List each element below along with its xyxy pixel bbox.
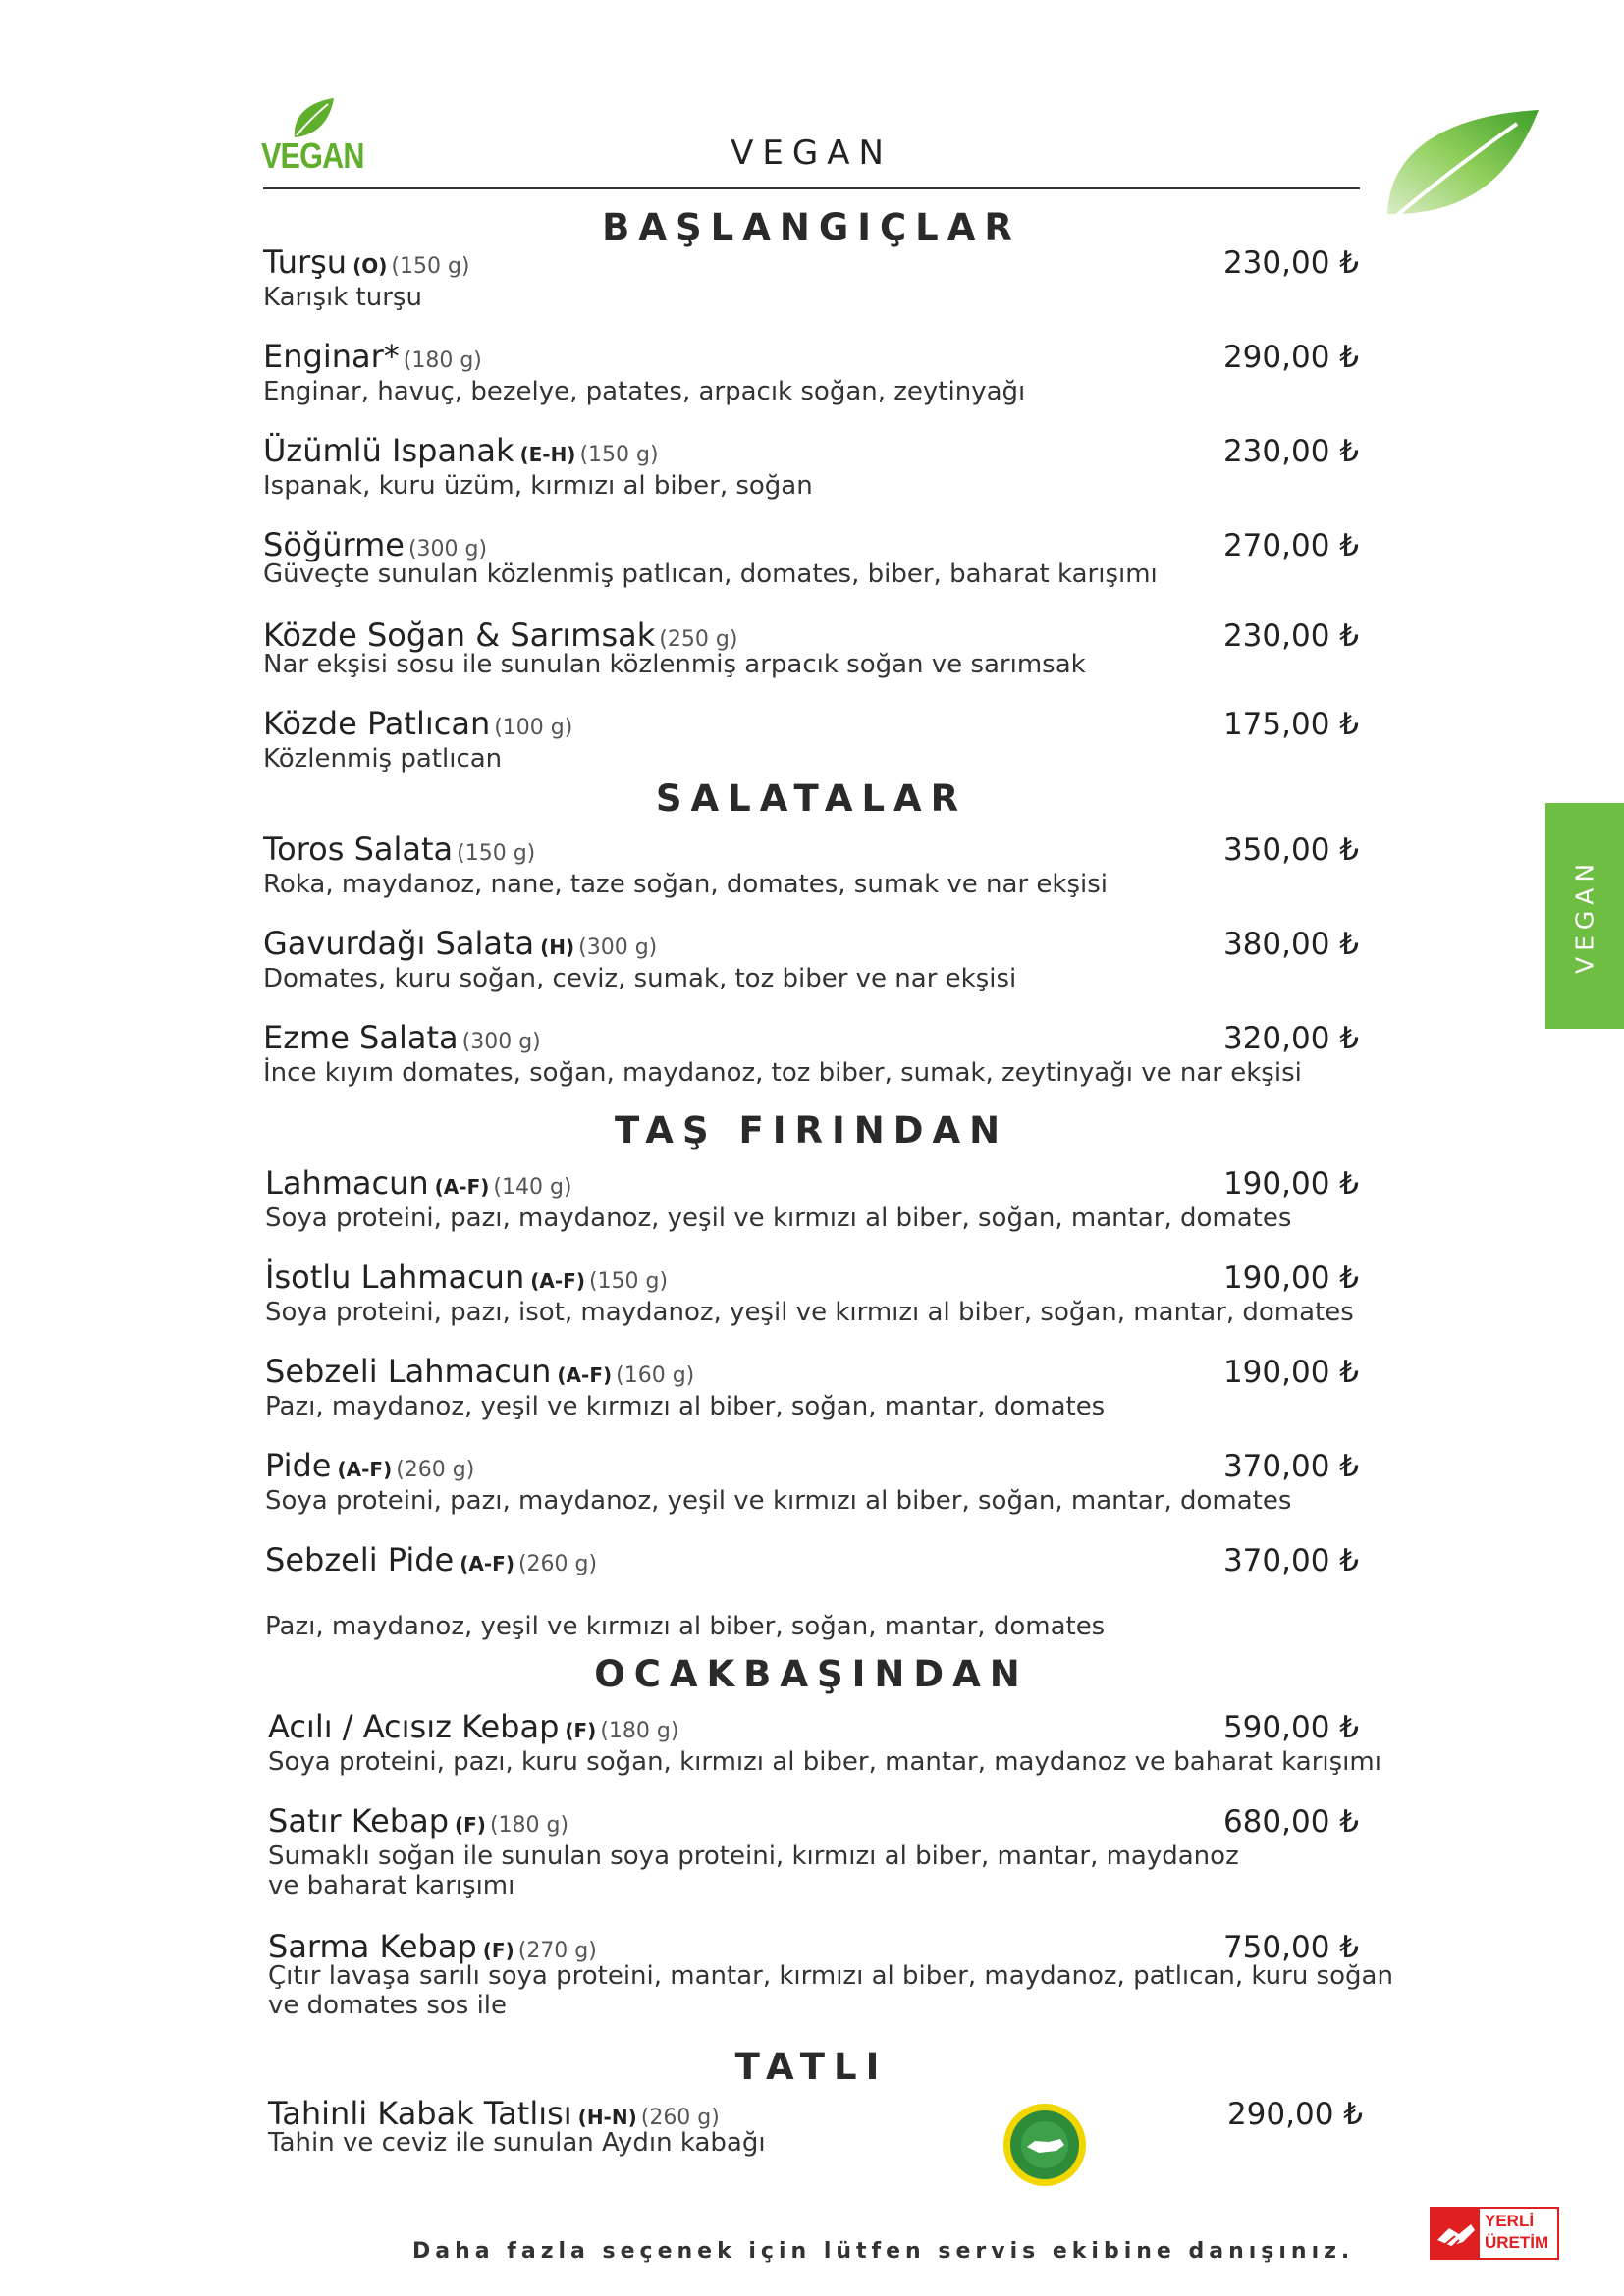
item-description: Soya proteini, pazı, maydanoz, yeşil ve kırmızı al biber, soğan, mantar, domates <box>265 1203 1292 1233</box>
item-description: Roka, maydanoz, nane, taze soğan, domates, sumak ve nar ekşisi <box>263 870 1109 899</box>
title-divider <box>263 187 1360 189</box>
menu-item[interactable] <box>263 705 572 742</box>
item-weight: (260 g) <box>640 2106 720 2130</box>
item-price: 350,00 ₺ <box>1222 832 1359 868</box>
allergen-code: (A-F) <box>557 1363 613 1387</box>
item-description: Güveçte sunulan közlenmiş patlıcan, domates, biber, baharat karışımı <box>263 560 1158 589</box>
item-name: Sebzeli Lahmacun <box>265 1353 552 1390</box>
menu-item[interactable] <box>263 432 659 469</box>
item-name: Sebzeli Pide <box>265 1541 455 1578</box>
item-description: Ispanak, kuru üzüm, kırmızı al biber, soğan <box>263 471 813 501</box>
allergen-code: (F) <box>482 1939 514 1962</box>
section-title: TAŞ FIRINDAN <box>614 1109 1009 1151</box>
menu-item[interactable] <box>263 925 657 962</box>
item-price: 190,00 ₺ <box>1222 1355 1359 1390</box>
allergen-code: (E-H) <box>519 443 576 466</box>
item-weight: (250 g) <box>659 627 738 652</box>
item-weight: (160 g) <box>616 1363 695 1388</box>
item-price: 190,00 ₺ <box>1222 1260 1359 1296</box>
item-weight: (180 g) <box>403 348 482 373</box>
item-description: Soya proteini, pazı, isot, maydanoz, yeşil ve kırmızı al biber, soğan, mantar, domates <box>265 1298 1354 1327</box>
item-description: Pazı, maydanoz, yeşil ve kırmızı al biber, soğan, mantar, domates <box>265 1392 1106 1421</box>
item-price: 230,00 ₺ <box>1222 245 1359 281</box>
item-description: Pazı, maydanoz, yeşil ve kırmızı al biber, soğan, mantar, domates <box>265 1612 1106 1641</box>
item-price: 680,00 ₺ <box>1222 1804 1359 1840</box>
item-description: Çıtır lavaşa sarılı soya proteini, mantar, kırmızı al biber, maydanoz, patlıcan, kuru soğan <box>268 1961 1393 1991</box>
item-name: Üzümlü Ispanak <box>263 432 514 469</box>
item-weight: (300 g) <box>407 537 488 561</box>
menu-item[interactable] <box>263 830 535 868</box>
item-weight: (100 g) <box>494 716 573 740</box>
item-name: Acılı / Acısız Kebap <box>268 1708 560 1745</box>
item-price: 750,00 ₺ <box>1222 1930 1359 1965</box>
allergen-code: (O) <box>352 254 388 278</box>
menu-item[interactable] <box>263 243 470 281</box>
item-price: 370,00 ₺ <box>1222 1543 1359 1578</box>
item-name: Pide <box>265 1447 332 1484</box>
item-description: Soya proteini, pazı, maydanoz, yeşil ve kırmızı al biber, soğan, mantar, domates <box>265 1486 1292 1516</box>
item-weight: (140 g) <box>493 1175 572 1200</box>
item-name: Ezme Salata <box>263 1019 459 1056</box>
item-name: Söğürme <box>263 526 405 563</box>
item-price: 230,00 ₺ <box>1222 618 1359 654</box>
item-description: ve domates sos ile <box>268 1991 508 2020</box>
section-title: OCAKBAŞINDAN <box>594 1653 1029 1695</box>
item-price: 290,00 ₺ <box>1226 2097 1363 2132</box>
item-description: Nar ekşisi sosu ile sunulan közlenmiş arpacık soğan ve sarımsak <box>263 650 1086 679</box>
logo-text: VEGAN <box>261 135 364 176</box>
side-category-tab[interactable] <box>1545 803 1624 1029</box>
item-price: 320,00 ₺ <box>1222 1021 1359 1056</box>
item-name: Enginar* <box>263 338 400 375</box>
item-price: 230,00 ₺ <box>1222 434 1359 469</box>
item-name: Gavurdağı Salata <box>263 925 535 962</box>
side-tab-label: VEGAN <box>1570 857 1599 975</box>
allergen-code: (H) <box>540 935 575 959</box>
footer-note: Daha fazla seçenek için lütfen servis ekibine danışınız. <box>412 2239 1355 2264</box>
item-description: Soya proteini, pazı, kuru soğan, kırmızı al biber, mantar, maydanoz ve baharat karışımı <box>268 1747 1381 1777</box>
item-weight: (180 g) <box>489 1813 569 1838</box>
item-description: Közlenmiş patlıcan <box>263 744 503 774</box>
item-price: 290,00 ₺ <box>1222 340 1359 375</box>
item-name: Tahinli Kabak Tatlısı <box>268 2095 572 2132</box>
item-price: 380,00 ₺ <box>1222 927 1359 962</box>
item-weight: (300 g) <box>461 1030 541 1054</box>
badge-line2: ÜRETİM <box>1485 2233 1549 2252</box>
allergen-code: (F) <box>455 1813 486 1837</box>
item-weight: (150 g) <box>579 443 659 467</box>
menu-item[interactable] <box>265 1541 597 1578</box>
allergen-code: (A-F) <box>530 1269 585 1293</box>
item-weight: (300 g) <box>578 935 658 960</box>
item-weight: (180 g) <box>600 1719 679 1743</box>
item-name: Közde Soğan & Sarımsak <box>263 616 656 654</box>
allergen-code: (A-F) <box>460 1552 514 1575</box>
menu-item[interactable] <box>265 1258 668 1296</box>
menu-item[interactable] <box>263 616 737 654</box>
item-description: Tahin ve ceviz ile sunulan Aydın kabağı <box>268 2128 766 2158</box>
item-description: Karışık turşu <box>263 283 422 312</box>
item-weight: (260 g) <box>517 1552 598 1576</box>
item-description: Enginar, havuç, bezelye, patates, arpacık soğan, zeytinyağı <box>263 377 1026 406</box>
allergen-code: (A-F) <box>434 1175 490 1199</box>
menu-item[interactable] <box>265 1353 694 1390</box>
item-name: Sarma Kebap <box>268 1928 477 1965</box>
badge-line1: YERLİ <box>1485 2212 1535 2230</box>
item-description: Domates, kuru soğan, ceviz, sumak, toz biber ve nar ekşisi <box>263 964 1017 993</box>
item-description: İnce kıyım domates, soğan, maydanoz, toz biber, sumak, zeytinyağı ve nar ekşisi <box>263 1058 1302 1088</box>
section-title: TATLI <box>734 2046 889 2088</box>
section-title: SALATALAR <box>655 777 968 820</box>
item-price: 270,00 ₺ <box>1222 528 1359 563</box>
item-name: İsotlu Lahmacun <box>265 1258 525 1296</box>
allergen-code: (H-N) <box>577 2106 637 2129</box>
quality-seal-icon <box>1001 2102 1088 2188</box>
menu-item[interactable] <box>265 1447 474 1484</box>
yerli-uretim-badge <box>1430 2207 1559 2260</box>
item-weight: (270 g) <box>517 1939 597 1963</box>
item-name: Toros Salata <box>263 830 454 868</box>
menu-item[interactable] <box>263 338 482 375</box>
menu-item[interactable] <box>268 1802 568 1840</box>
item-description: Sumaklı soğan ile sunulan soya proteini, kırmızı al biber, mantar, maydanoz <box>268 1842 1239 1871</box>
menu-item[interactable] <box>265 1164 572 1201</box>
item-weight: (150 g) <box>391 254 470 279</box>
item-weight: (150 g) <box>457 841 536 866</box>
menu-item[interactable] <box>263 1019 541 1056</box>
menu-item[interactable] <box>268 2095 720 2132</box>
menu-item[interactable] <box>263 526 487 563</box>
item-price: 175,00 ₺ <box>1222 707 1359 742</box>
item-weight: (260 g) <box>396 1458 475 1482</box>
item-name: Lahmacun <box>265 1164 429 1201</box>
item-name: Közde Patlıcan <box>263 705 491 742</box>
item-name: Satır Kebap <box>268 1802 449 1840</box>
section-title: BAŞLANGIÇLAR <box>602 206 1021 248</box>
item-price: 370,00 ₺ <box>1222 1449 1359 1484</box>
allergen-code: (A-F) <box>337 1458 393 1481</box>
green-leaf-icon <box>1370 106 1542 239</box>
item-weight: (150 g) <box>588 1269 669 1294</box>
allergen-code: (F) <box>565 1719 597 1742</box>
page-title: VEGAN <box>731 133 893 173</box>
menu-item[interactable] <box>268 1928 597 1965</box>
menu-item[interactable] <box>268 1708 678 1745</box>
item-price: 590,00 ₺ <box>1222 1710 1359 1745</box>
item-name: Turşu <box>263 243 348 281</box>
item-price: 190,00 ₺ <box>1222 1166 1359 1201</box>
item-description: ve baharat karışımı <box>268 1871 515 1900</box>
